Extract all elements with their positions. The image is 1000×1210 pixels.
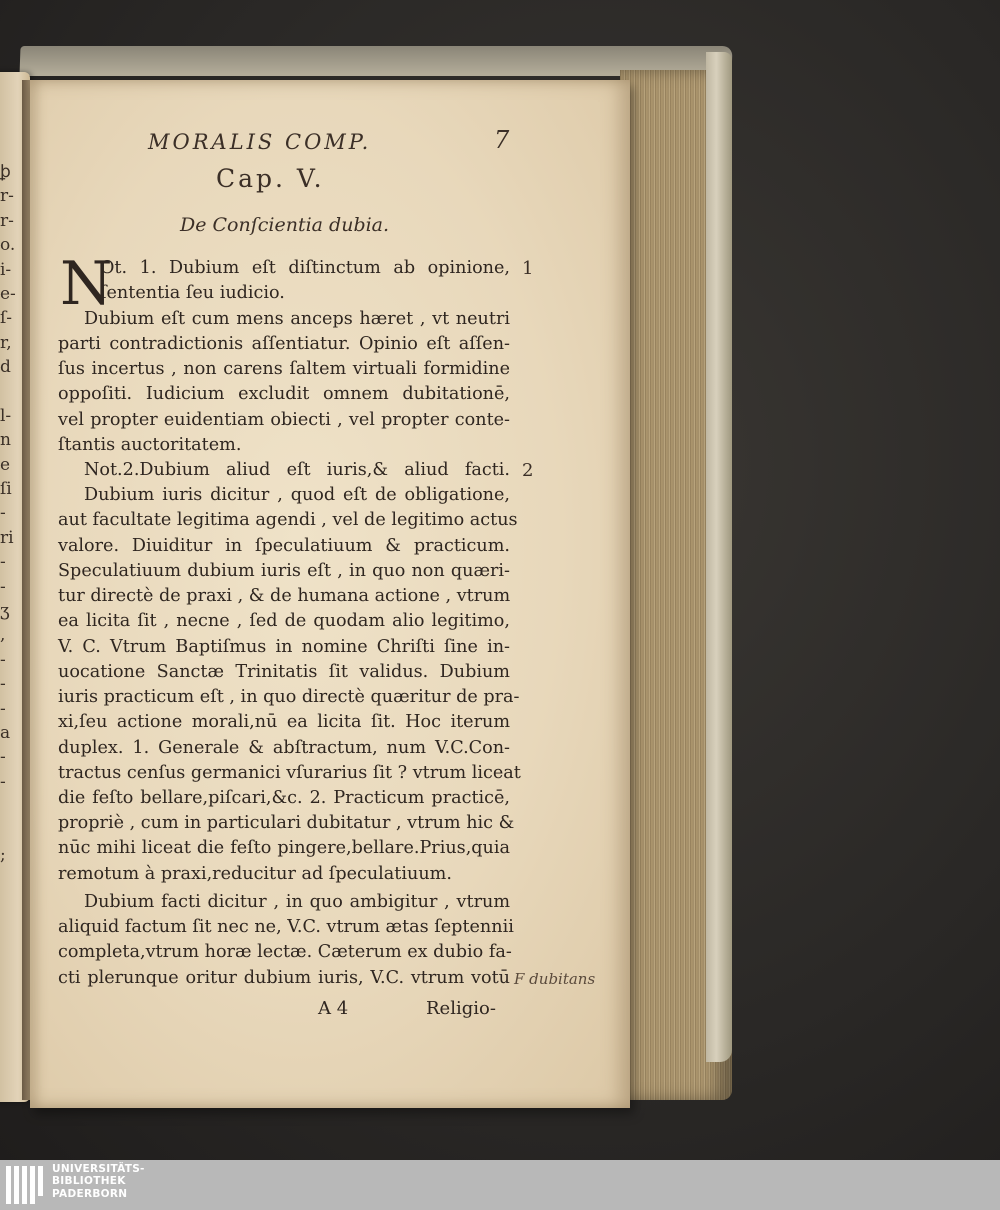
text-line: ea licita ſit , necne , ſed de quodam alio legitimo,	[58, 611, 510, 631]
left-fragment: -	[0, 747, 6, 768]
text-line: duplex. 1. Generale & abſtractum, num V.C.Con-	[58, 738, 510, 758]
book-page	[30, 80, 630, 1108]
left-fragment: ri	[0, 527, 14, 548]
left-fragment: ꝧ	[0, 162, 11, 182]
text-line: iuris practicum eſt , in quo directè quæritur de pra-	[58, 687, 520, 707]
left-fragment: a	[0, 722, 11, 743]
left-fragment: ;	[0, 844, 6, 865]
footer-bar	[0, 1160, 1000, 1210]
library-logo-icon	[4, 1164, 46, 1206]
running-head: MORALIS COMP.	[148, 130, 372, 154]
text-line: cti plerunque oritur dubium iuris, V.C. vtrum votū	[58, 968, 510, 988]
text-line: oppoſiti. Iudicium excludit omnem dubitationē,	[58, 384, 510, 404]
text-line: vel propter euidentiam obiecti , vel propter conte-	[58, 410, 510, 430]
text-line: tractus cenſus germanici vſurarius ſit ? vtrum liceat	[58, 763, 521, 783]
text-line: aliquid factum ſit nec ne, V.C. vtrum ætas ſeptennii	[58, 917, 514, 937]
text-line: remotum à praxi,reducitur ad ſpeculatiuum.	[58, 864, 452, 884]
signature-mark: A 4	[318, 998, 349, 1019]
text-line: tur directè de praxi , & de humana actione , vtrum	[58, 586, 511, 606]
left-fragment: i-	[0, 259, 12, 280]
text-line: Speculatiuum dubium iuris eſt , in quo non quæri-	[58, 561, 510, 581]
section-title: De Conſcientia dubia.	[180, 214, 390, 236]
left-fragment: l-	[0, 405, 12, 426]
text-line: xi,ſeu actione morali,nū ea licita ſit. Hoc iterum	[58, 712, 510, 732]
logo-line: PADERBORN	[52, 1187, 128, 1200]
left-fragment: r,	[0, 332, 12, 353]
left-fragment: ſi	[0, 479, 12, 500]
text-line: uocatione Sanctæ Trinitatis ſit validus. Dubium	[58, 662, 510, 682]
left-fragment	[0, 380, 14, 404]
book-cover-edge	[706, 52, 732, 1062]
text-line: ſtantis auctoritatem.	[58, 435, 242, 455]
drop-capital: N	[60, 249, 113, 319]
text-line: Dubium eſt cum mens anceps hæret , vt neutri	[84, 309, 510, 329]
text-line: valore. Diuiditur in ſpeculatiuum & practicum.	[58, 536, 510, 556]
left-page-fragments	[0, 160, 14, 867]
chapter-title: Cap. V.	[216, 164, 325, 193]
text-line: parti contradictionis aſſentiatur. Opinio eſt aſſen-	[58, 334, 510, 354]
logo-line: UNIVERSITÄTS-	[52, 1163, 145, 1175]
text-line: ſententia ſeu iudicio.	[100, 283, 285, 303]
left-fragment: o.	[0, 235, 16, 256]
page-number: 7	[494, 126, 510, 154]
left-fragment: e	[0, 454, 11, 475]
text-line: aut facultate legitima agendi , vel de legitimo actus	[58, 510, 518, 530]
text-line: Dubium facti dicitur , in quo ambigitur , vtrum	[84, 892, 510, 912]
handwritten-margin-note: F dubitans	[514, 970, 596, 988]
left-fragment: -	[0, 698, 6, 719]
left-fragment: r-	[0, 210, 14, 231]
text-line: Dubium iuris dicitur , quod eſt de obligatione,	[84, 485, 510, 505]
catchword: Religio-	[426, 998, 496, 1019]
left-fragment: e-	[0, 283, 16, 304]
left-fragment: -	[0, 674, 6, 695]
left-fragment	[0, 819, 14, 843]
text-line: propriè , cum in particulari dubitatur , vtrum hic &	[58, 813, 515, 833]
left-fragment: -	[0, 771, 6, 792]
text-line: nūc mihi liceat die feſto pingere,bellare.Prius,quia	[58, 838, 510, 858]
left-fragment: -	[0, 552, 6, 573]
left-fragment: ʒ	[0, 601, 10, 622]
left-fragment: r-	[0, 186, 14, 207]
margin-number: 1	[522, 258, 534, 279]
text-line: die feſto bellare,piſcari,&c. 2. Practicum practicē,	[58, 788, 510, 808]
left-fragment: d	[0, 357, 11, 378]
left-fragment: ,	[0, 625, 6, 646]
left-fragment: ſ-	[0, 308, 13, 329]
left-fragment: -	[0, 503, 6, 524]
logo-line: BIBLIOTHEK	[52, 1175, 126, 1188]
text-line: V. C. Vtrum Baptiſmus in nomine Chriſti ſine in-	[58, 637, 510, 657]
left-fragment: n	[0, 430, 11, 451]
text-line: Not.2.Dubium aliud eſt iuris,& aliud facti.	[84, 460, 510, 480]
margin-number: 2	[522, 460, 534, 481]
left-fragment	[0, 794, 14, 818]
left-fragment: -	[0, 649, 6, 670]
text-line: completa,vtrum horæ lectæ. Cæterum ex dubio fa-	[58, 942, 512, 962]
left-fragment: -	[0, 576, 6, 597]
library-logo-text	[52, 1163, 145, 1200]
text-line: ſus incertus , non carens ſaltem virtuali formidine	[58, 359, 510, 379]
text-line: Ot. 1. Dubium eſt diſtinctum ab opinione,	[100, 258, 510, 278]
